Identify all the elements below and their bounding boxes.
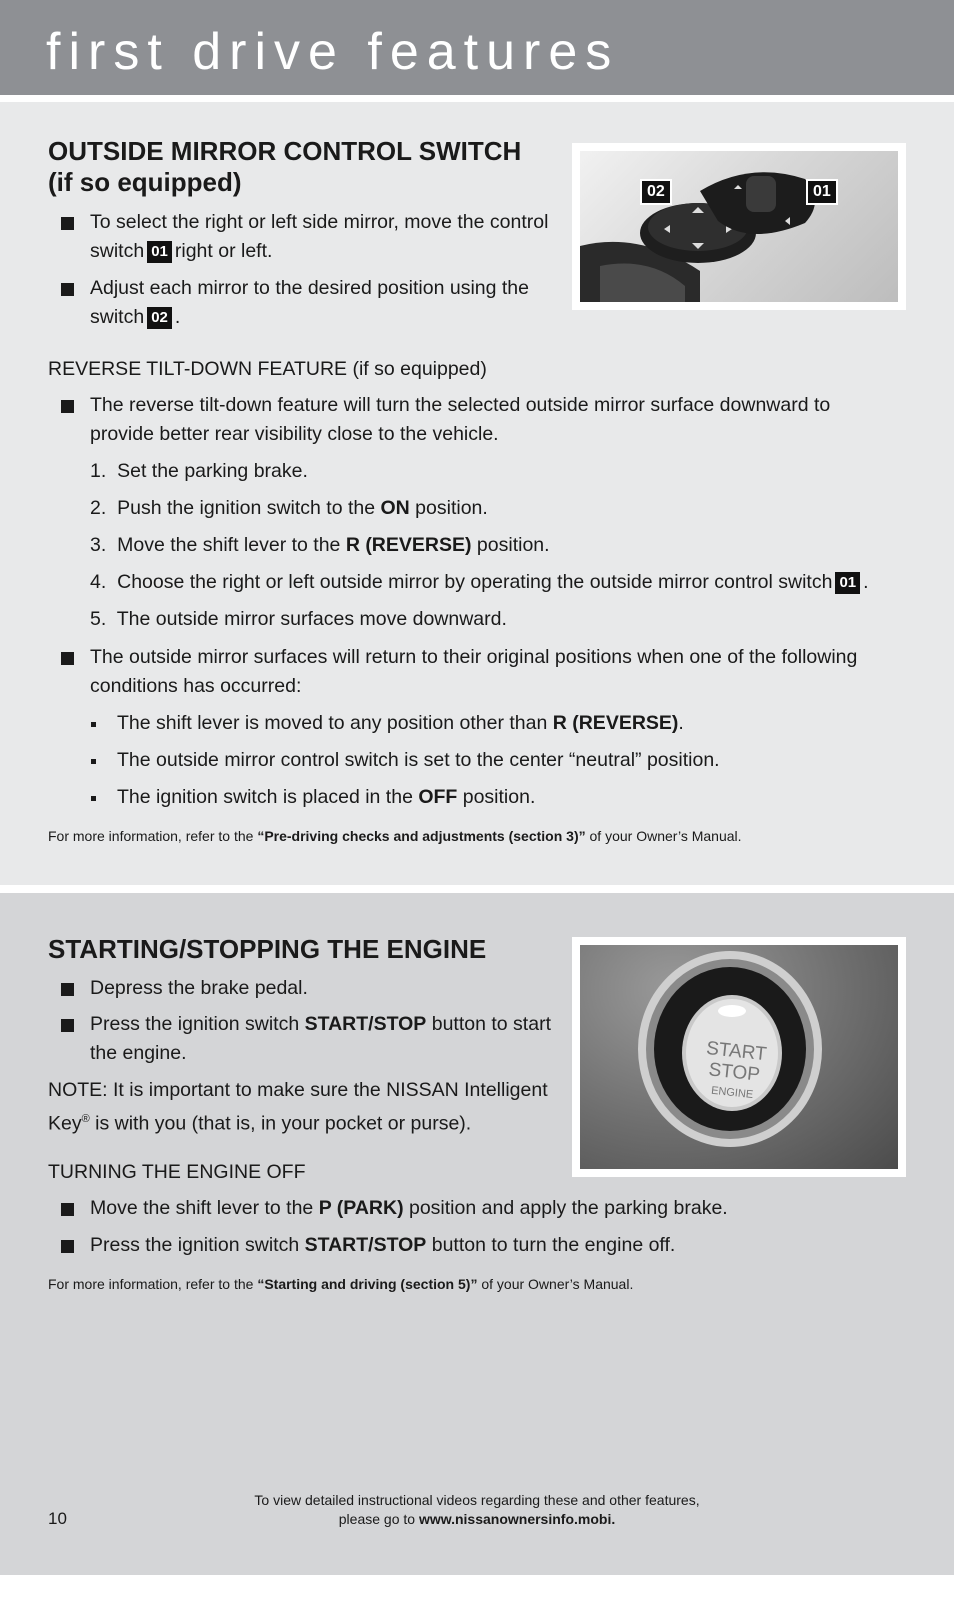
bullet-tick: [91, 722, 96, 727]
engine-off-heading: TURNING THE ENGINE OFF: [48, 1161, 306, 1183]
owners-info-link[interactable]: www.nissanownersinfo.mobi.: [418, 1511, 616, 1527]
condition-1: The shift lever is moved to any position other than R (REVERSE).: [117, 712, 684, 734]
mirror-more-info: For more information, refer to the “Pre-driving checks and adjustments (section 3)” of your Owner’s Manual.: [48, 828, 742, 844]
engine-bullet-1: Depress the brake pedal.: [90, 977, 308, 999]
mirror-bullet-1: To select the right or left side mirror, move the control switch 01 right or left.: [90, 211, 549, 262]
bullet-tick: [91, 796, 96, 801]
bullet-square: [61, 400, 74, 413]
step-4: 4. Choose the right or left outside mirror by operating the outside mirror control switch 01 .: [90, 571, 869, 593]
bullet-square: [61, 217, 74, 230]
bullet-square: [61, 283, 74, 296]
mirror-switch-photo: [572, 143, 906, 310]
engine-bullet-2: Press the ignition switch START/STOP button to start the engine.: [90, 1013, 551, 1064]
bullet-square: [61, 983, 74, 996]
mirror-switch-illustration: [580, 151, 898, 302]
engine-heading: STARTING/STOPPING THE ENGINE: [48, 934, 487, 964]
reverse-heading: REVERSE TILT-DOWN FEATURE (if so equipped): [48, 358, 487, 380]
engine-off-bullet-2: Press the ignition switch START/STOP button to turn the engine off.: [90, 1234, 676, 1256]
switch-02-badge: 02: [147, 307, 172, 329]
condition-3: The ignition switch is placed in the OFF position.: [117, 786, 536, 808]
page-number: 10: [48, 1509, 67, 1528]
bullet-tick: [91, 759, 96, 764]
reverse-intro: The reverse tilt-down feature will turn the selected outside mirror surface downward to provide better rear visibility close to the vehicle.: [90, 394, 831, 445]
engine-more-info: For more information, refer to the “Starting and driving (section 5)” of your Owner’s Manual.: [48, 1276, 634, 1292]
page-header: [0, 0, 954, 95]
engine-note: NOTE: It is important to make sure the NISSAN Intelligent Key® is with you (that is, in your pocket or purse).: [48, 1079, 548, 1135]
start-stop-button-photo: [572, 937, 906, 1177]
mirror-bullet-2: Adjust each mirror to the desired position using the switch 02 .: [90, 277, 529, 328]
engine-off-bullet-1: Move the shift lever to the P (PARK) position and apply the parking brake.: [90, 1197, 728, 1219]
condition-2: The outside mirror control switch is set to the center “neutral” position.: [117, 749, 720, 771]
step-5: 5. The outside mirror surfaces move downward.: [90, 608, 507, 630]
photo-label-01: 01: [806, 179, 838, 205]
step-1: 1. Set the parking brake.: [90, 460, 308, 482]
step-2: 2. Push the ignition switch to the ON position.: [90, 497, 488, 519]
photo-label-02: 02: [640, 179, 672, 205]
footer-note: To view detailed instructional videos regarding these and other features, please go to www.nissanownersinfo.mobi.: [254, 1492, 700, 1527]
reverse-return: The outside mirror surfaces will return to their original positions when one of the following conditions has occurred:: [90, 646, 858, 697]
step-3: 3. Move the shift lever to the R (REVERSE) position.: [90, 534, 550, 556]
bullet-square: [61, 1203, 74, 1216]
bullet-square: [61, 652, 74, 665]
switch-01-badge: 01: [835, 572, 860, 594]
start-stop-label: START STOP ENGINE: [705, 1038, 768, 1102]
bullet-square: [61, 1019, 74, 1032]
bullet-square: [61, 1240, 74, 1253]
page-title: first drive features: [46, 23, 620, 81]
mirror-heading: OUTSIDE MIRROR CONTROL SWITCH (if so equipped): [48, 136, 522, 197]
switch-01-badge: 01: [147, 241, 172, 263]
